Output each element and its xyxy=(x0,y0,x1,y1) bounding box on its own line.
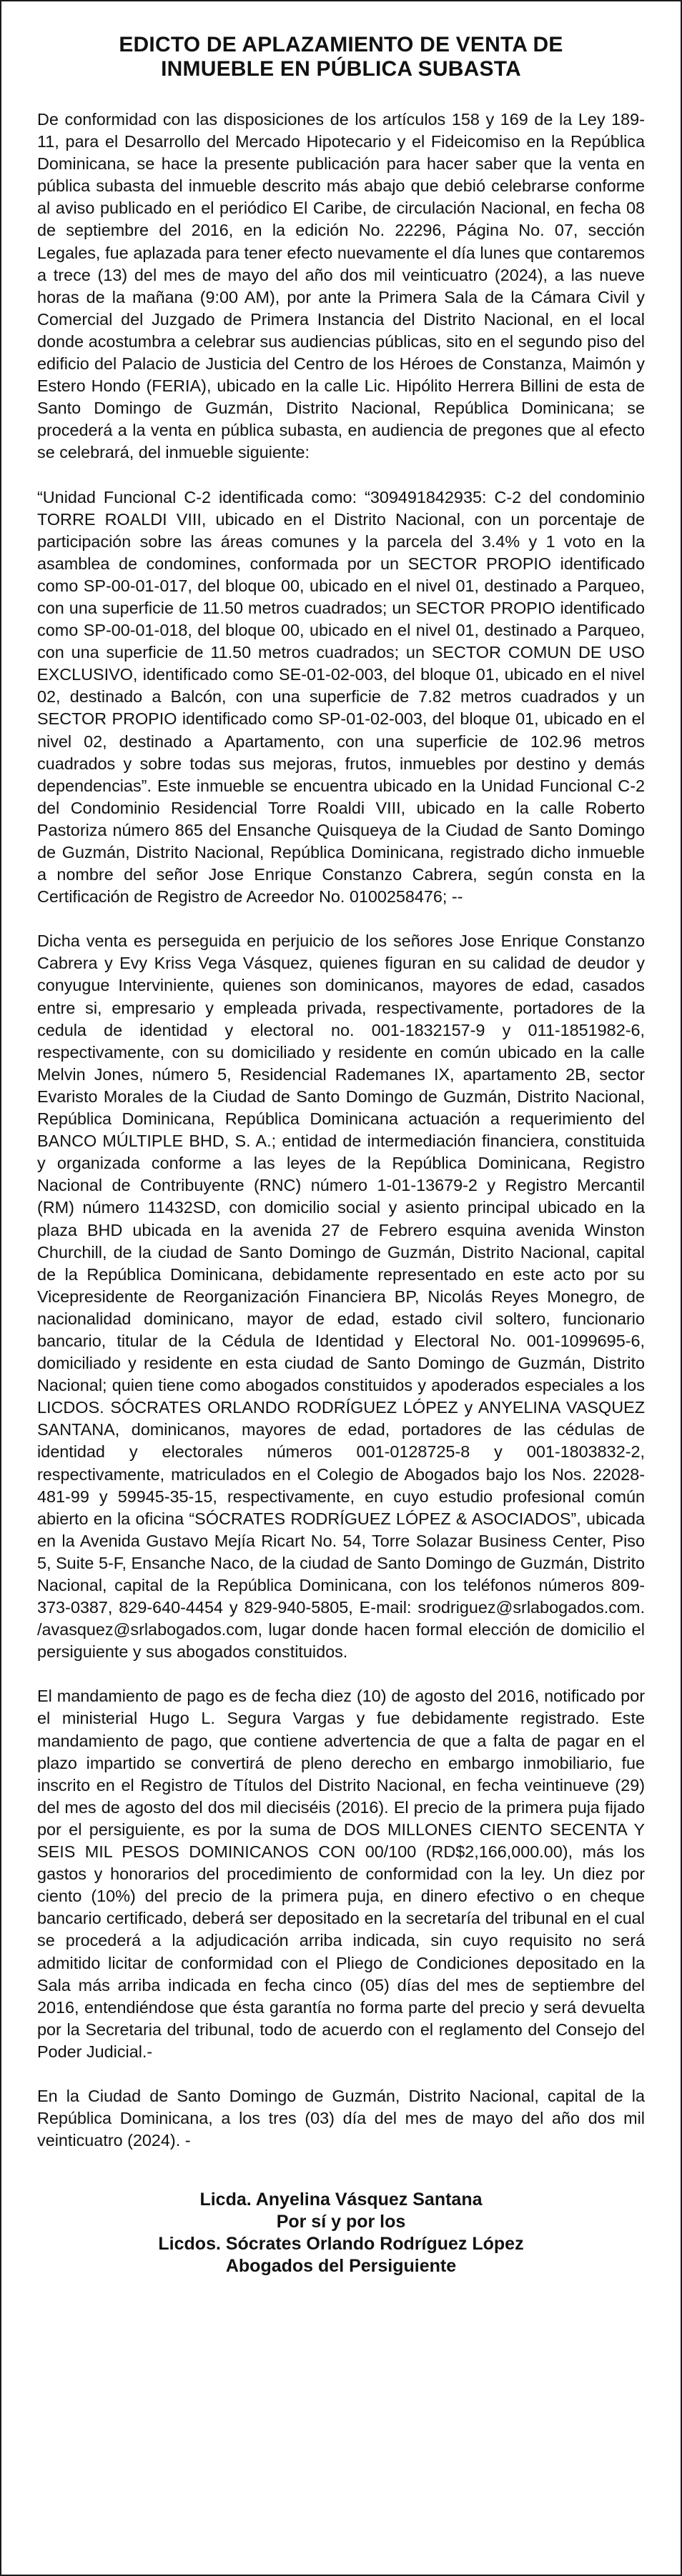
notice-title-line-1: EDICTO DE APLAZAMIENTO DE VENTA DE xyxy=(119,33,563,56)
notice-title xyxy=(37,33,645,81)
paragraph-property-description: “Unidad Funcional C-2 identificada como: “309491842935: C-2 del condominio TORRE ROALDI VIII, ubicado en el Distrito Nacional, con un porcentaje de participación sobre las áreas comunes y la parcela del 3.4% y 1 voto en la asamblea de condomines, conformada por un SECTOR PROPIO identificado como SP-00-01-017, del bloque 00, ubicado en el nivel 01, destinado a Parqueo, con una superficie de 11.50 metros cuadrados; un SECTOR PROPIO identificado como SP-00-01-018, del bloque 00, ubicado en el nivel 01, destinado a Parqueo, con una superficie de 11.50 metros cuadrados; un SECTOR COMUN DE USO EXCLUSIVO, identificado como SE-01-02-003, del bloque 01, ubicado en el nivel 02, destinado a Balcón, con una superficie de 7.82 metros cuadrados y un SECTOR PROPIO identificado como SP-01-02-003, del bloque 01, ubicado en el nivel 02, destinado a Apartamento, con una superficie de 102.96 metros cuadrados y sobre todas sus mejoras, frutos, inmuebles por destino y demás dependencias”. Este inmueble se encuentra ubicado en la Unidad Funcional C-2 del Condominio Residencial Torre Roaldi VIII, ubicado en la calle Roberto Pastoriza número 865 del Ensanche Quisqueya de la Ciudad de Santo Domingo de Guzmán, Distrito Nacional, República Dominicana, registrado dicho inmueble a nombre del señor Jose Enrique Constanzo Cabrera, según consta en la Certificación de Registro de Acreedor No. 0100258476; -- xyxy=(37,487,645,907)
signature-on-behalf: Por sí y por los xyxy=(276,2212,406,2232)
paragraph-place-date: En la Ciudad de Santo Domingo de Guzmán, Distrito Nacional, capital de la República Dominicana, a los tres (03) día del mes de mayo del año dos mil veinticuatro (2024). - xyxy=(37,2086,645,2150)
paragraph-parties: Dicha venta es perseguida en perjuicio de los señores Jose Enrique Constanzo Cabrera y Evy Kriss Vega Vásquez, quienes figuran en su calidad de deudor y conyugue Interviniente, quienes son dominicanos, mayores de edad, casados entre si, empresario y empleada privada, respectivamente, portadores de la cedula de identidad y electoral no. 001-1832157-9 y 011-1851982-6, respectivamente, con su domiciliado y residente en común ubicado en la calle Melvin Jones, número 5, Residencial Rademanes IX, apartamento 2B, sector Evaristo Morales de la Ciudad de Santo Domingo de Guzmán, Distrito Nacional, República Dominicana, República Dominicana actuación a requerimiento del BANCO MÚLTIPLE BHD, S. A.; entidad de intermediación financiera, constituida y organizada conforme a las leyes de la República Dominicana, Registro Nacional de Contribuyente (RNC) número 1-01-13679-2 y Registro Mercantil (RM) número 11432SD, con domicilio social y asiento principal ubicado en la plaza BHD ubicada en la avenida 27 de Febrero esquina avenida Winston Churchill, de la ciudad de Santo Domingo de Guzmán, Distrito Nacional, capital de la República Dominicana, debidamente representado en este acto por su Vicepresidente de Reorganización Financiera BP, Nicolás Reyes Monegro, de nacionalidad dominicano, mayor de edad, estado civil soltero, funcionario bancario, titular de la Cédula de Identidad y Electoral No. 001-1099695-6, domiciliado y residente en esta ciudad de Santo Domingo de Guzmán, Distrito Nacional; quien tiene como abogados constituidos y apoderados especiales a los LICDOS. SÓCRATES ORLANDO RODRÍGUEZ LÓPEZ y ANYELINA VASQUEZ SANTANA, dominicanos, mayores de edad, portadores de las cédulas de identidad y electorales números 001-0128725-8 y 001-1803832-2, respectivamente, matriculados en el Colegio de Abogados bajo los Nos. 22028-481-99 y 59945-35-15, respectivamente, en cuyo estudio profesional común abierto en la oficina “SÓCRATES RODRÍGUEZ LÓPEZ & ASOCIADOS”, ubicada en la Avenida Gustavo Mejía Ricart No. 54, Torre Solazar Business Center, Piso 5, Suite 5-F, Ensanche Naco, de la ciudad de Santo Domingo de Guzmán, Distrito Nacional, capital de la República Dominicana, con los teléfonos números 809-373-0387, 829-640-4454 y 829-940-5805, E-mail: srodriguez@srlabogados.com. /avasquez@srlabogados.com, lugar donde hacen formal elección de domicilio el persiguiente y sus abogados constituidos. xyxy=(37,932,645,1662)
signature-co-counsel: Licdos. Sócrates Orlando Rodríguez López xyxy=(158,2234,524,2255)
paragraph-payment-order: El mandamiento de pago es de fecha diez (10) de agosto del 2016, notificado por el ministerial Hugo L. Segura Vargas y fue debidamente registrado. Este mandamiento de pago, que contiene advertencia de que a falta de pagar en el plazo impartido se convertirá de pleno derecho en embargo inmobiliario, fue inscrito en el Registro de Títulos del Distrito Nacional, en fecha veintinueve (29) del mes de agosto del dos mil dieciséis (2016). El precio de la primera puja fijado por el persiguiente, es por la suma de DOS MILLONES CIENTO SECENTA Y SEIS MIL PESOS DOMINICANOS CON 00/100 (RD$2,166,000.00), más los gastos y honorarios del procedimiento de conformidad con la ley. Un diez por ciento (10%) del precio de la primera puja, en dinero efectivo o en cheque bancario certificado, deberá ser depositado en la secretaría del tribunal en el cual se procederá a la adjudicación arriba indicada, sin cuyo requisito no será admitido licitar de conformidad con el Pliego de Condiciones depositado en la Sala más arriba indicada en fecha cinco (05) días del mes de septiembre del 2016, entendiéndose que ésta garantía no forma parte del precio y será devuelta por la Secretaria del tribunal, todo de acuerdo con el reglamento del Consejo del Poder Judicial.- xyxy=(37,1687,645,2061)
signature-block xyxy=(37,2189,645,2277)
notice-title-line-2: INMUEBLE EN PÚBLICA SUBASTA xyxy=(161,57,521,81)
signature-name: Licda. Anyelina Vásquez Santana xyxy=(199,2190,483,2210)
paragraph-auction-postponement: De conformidad con las disposiciones de los artículos 158 y 169 de la Ley 189-11, para el Desarrollo del Mercado Hipotecario y el Fideicomiso en la República Dominicana, se hace la presente publicación para hacer saber que la venta en pública subasta del inmueble descrito más abajo que debió celebrarse conforme al aviso publicado en el periódico El Caribe, de circulación Nacional, en fecha 08 de septiembre del 2016, en la edición No. 22296, Página No. 07, sección Legales, fue aplazada para tener efecto nuevamente el día lunes que contaremos a trece (13) del mes de mayo del año dos mil veinticuatro (2024), a las nueve horas de la mañana (9:00 AM), por ante la Primera Sala de la Cámara Civil y Comercial del Juzgado de Primera Instancia del Distrito Nacional, en el local donde acostumbra a celebrar sus audiencias públicas, sito en el segundo piso del edificio del Palacio de Justicia del Centro de los Héroes de Constanza, Maimón y Estero Hondo (FERIA), ubicado en la calle Lic. Hipólito Herrera Billini de esta de Santo Domingo de Guzmán, Distrito Nacional, República Dominicana; se procederá a la venta en pública subasta, en audiencia de pregones que al efecto se celebrará, del inmueble siguiente: xyxy=(37,110,645,462)
signature-role: Abogados del Persiguiente xyxy=(225,2256,457,2277)
